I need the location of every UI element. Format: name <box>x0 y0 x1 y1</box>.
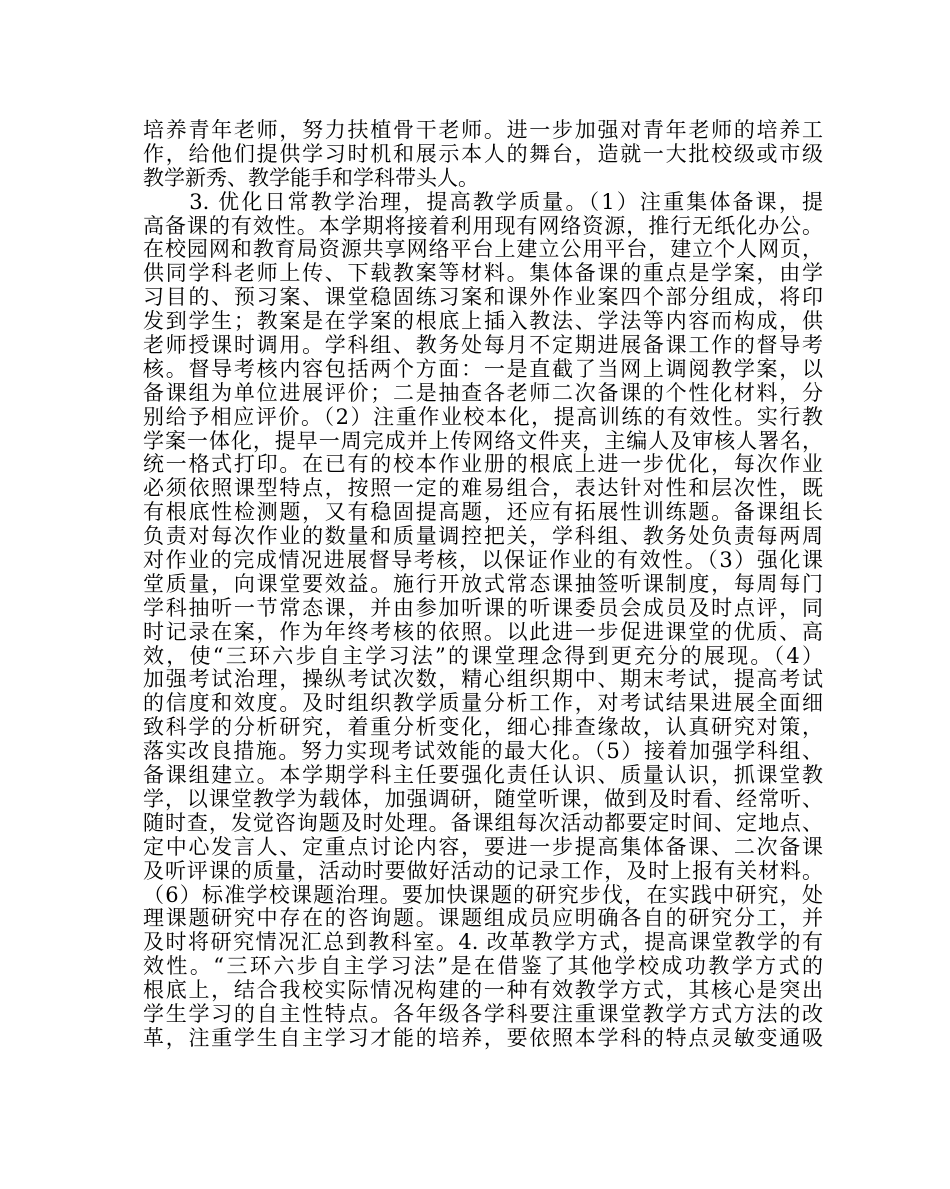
text-line: 学，以课堂教学为载体，加强调研，随堂听课，做到及时看、经常听、 <box>143 786 823 811</box>
text-line: 教学新秀、教学能手和学科带头人。 <box>143 165 479 190</box>
text-line: 老师授课时调用。学科组、教务处每月不定期进展备课工作的督导考 <box>143 333 823 358</box>
text-line: 培养青年老师，努力扶植骨干老师。进一步加强对青年老师的培养工 <box>143 118 823 142</box>
text-line: 革，注重学生自主学习才能的培养，要依照本学科的特点灵敏变通吸 <box>143 1025 823 1050</box>
text-line: 定中心发言人、定重点讨论内容，要进一步提高集体备课、二次备课 <box>143 834 823 859</box>
text-line: 高备课的有效性。本学期将接着利用现有网络资源，推行无纸化办公。 <box>143 213 823 238</box>
text-line: 作，给他们提供学习时机和展示本人的舞台，造就一大批校级或市级 <box>143 141 823 166</box>
text-line: 有根底性检测题，又有稳固提高题，还应有拓展性训练题。备课组长 <box>143 500 823 525</box>
text-line: 落实改良措施。努力实现考试效能的最大化。（5）接着加强学科组、 <box>143 739 823 764</box>
text-line: 必须依照课型特点，按照一定的难易组合，表达针对性和层次性，既 <box>143 476 823 501</box>
text-line: 及听评课的质量，活动时要做好活动的记录工作，及时上报有关材料。 <box>143 858 823 883</box>
body-text <box>143 119 823 1051</box>
text-line: 在校园网和教育局资源共享网络平台上建立公用平台，建立个人网页， <box>143 237 823 262</box>
text-line: 学生学习的自主性特点。各年级各学科要注重课堂教学方式方法的改 <box>143 1001 823 1026</box>
text-line: 别给予相应评价。（2）注重作业校本化，提高训练的有效性。实行教 <box>143 404 823 429</box>
text-line: 统一格式打印。在已有的校本作业册的根底上进一步优化，每次作业 <box>143 452 823 477</box>
text-line: 及时将研究情况汇总到教科室。4. 改革教学方式，提高课堂教学的有 <box>143 930 823 955</box>
text-line: 加强考试治理，操纵考试次数，精心组织期中、期末考试，提高考试 <box>143 667 823 692</box>
text-line: 备课组建立。本学期学科主任要强化责任认识、质量认识，抓课堂教 <box>143 763 823 788</box>
text-line: 对作业的完成情况进展督导考核，以保证作业的有效性。（3）强化课 <box>143 548 823 573</box>
text-line: 理课题研究中存在的咨询题。课题组成员应明确各自的研究分工，并 <box>143 906 823 931</box>
text-line: 习目的、预习案、课堂稳固练习案和课外作业案四个部分组成，将印 <box>143 285 823 310</box>
text-line: 负责对每次作业的数量和质量调控把关，学科组、教务处负责每两周 <box>143 524 823 549</box>
text-line: 发到学生；教案是在学案的根底上插入教法、学法等内容而构成，供 <box>143 309 823 334</box>
text-line: 效，使“三环六步自主学习法”的课堂理念得到更充分的展现。（4） <box>143 643 823 668</box>
text-line: 供同学科老师上传、下载教案等材料。集体备课的重点是学案，由学 <box>143 261 823 286</box>
text-line: 3. 优化日常教学治理，提高教学质量。（1）注重集体备课，提 <box>143 189 823 214</box>
text-line: 效性。“三环六步自主学习法”是在借鉴了其他学校成功教学方式的 <box>143 954 823 979</box>
text-line: 备课组为单位进展评价；二是抽查各老师二次备课的个性化材料，分 <box>143 380 823 405</box>
text-line: 堂质量，向课堂要效益。施行开放式常态课抽签听课制度，每周每门 <box>143 571 823 596</box>
text-line: 随时查，发觉咨询题及时处理。备课组每次活动都要定时间、定地点、 <box>143 810 823 835</box>
text-line: 学案一体化，提早一周完成并上传网络文件夹，主编人及审核人署名， <box>143 428 823 453</box>
text-line: 核。督导考核内容包括两个方面：一是直截了当网上调阅教学案，以 <box>143 356 823 381</box>
text-line: 的信度和效度。及时组织教学质量分析工作，对考试结果进展全面细 <box>143 691 823 716</box>
text-line: （6）标准学校课题治理。要加快课题的研究步伐，在实践中研究，处 <box>143 882 823 907</box>
text-line: 时记录在案，作为年终考核的依照。以此进一步促进课堂的优质、高 <box>143 619 823 644</box>
text-line: 根底上，结合我校实际情况构建的一种有效教学方式，其核心是突出 <box>143 978 823 1003</box>
text-line: 致科学的分析研究，着重分析变化，细心排查缘故，认真研究对策， <box>143 715 823 740</box>
text-line: 学科抽听一节常态课，并由参加听课的听课委员会成员及时点评，同 <box>143 595 823 620</box>
